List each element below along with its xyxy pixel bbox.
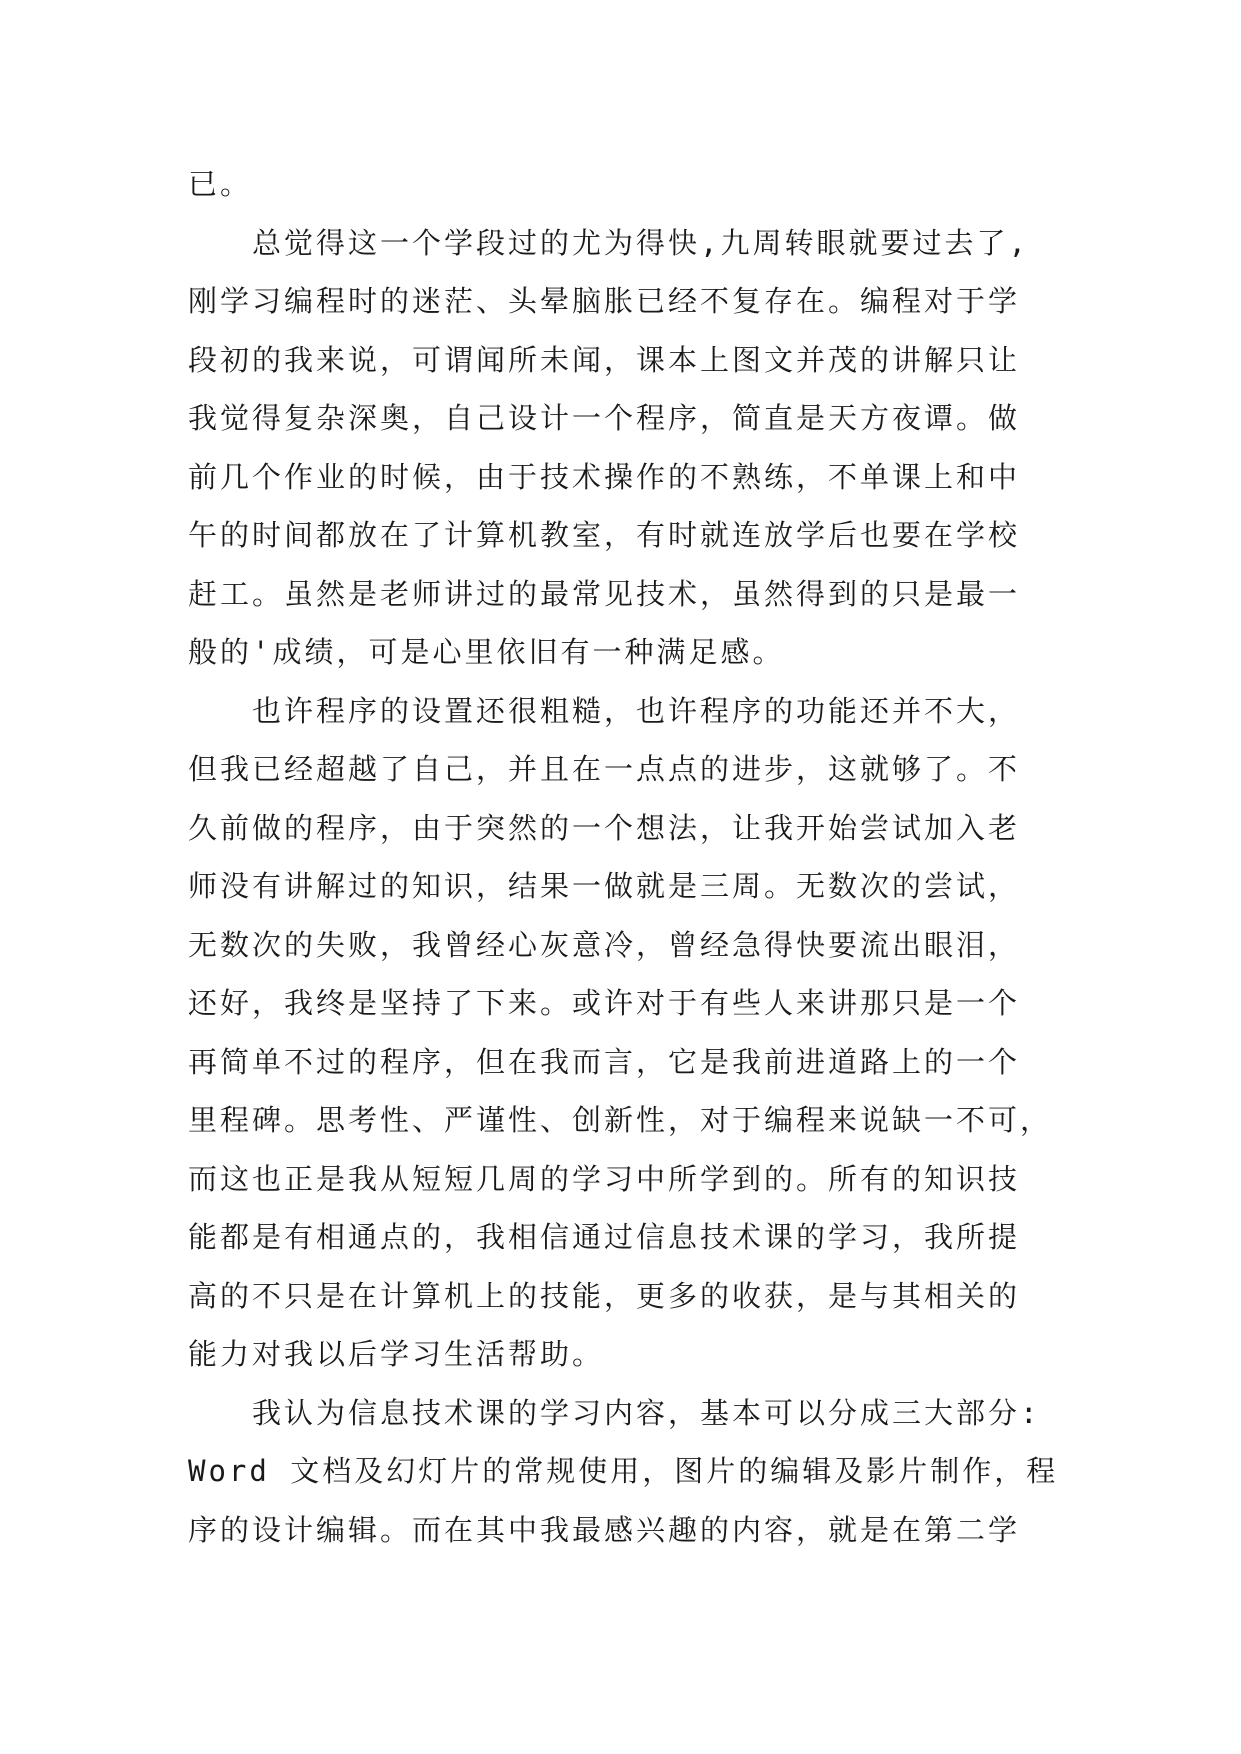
text-line: 我认为信息技术课的学习内容，基本可以分成三大部分:: [252, 1395, 1041, 1430]
text-line: 已。: [188, 167, 253, 201]
text-line: 午的时间都放在了计算机教室，有时就连放学后也要在学校: [188, 518, 1021, 552]
text-line: 师没有讲解过的知识，结果一做就是三周。无数次的尝试，: [188, 869, 1021, 903]
text-line: 能都是有相通点的，我相信通过信息技术课的学习，我所提: [188, 1220, 1021, 1254]
text-line: 段初的我来说，可谓闻所未闻，课本上图文并茂的讲解只让: [188, 342, 1021, 377]
text-line: 里程碑。思考性、严谨性、创新性，对于编程来说缺一不可，: [188, 1103, 1053, 1137]
text-line: 能力对我以后学习生活帮助。: [188, 1337, 605, 1371]
text-line: 久前做的程序，由于突然的一个想法，让我开始尝试加入老: [188, 810, 1021, 845]
text-line: 还好，我终是坚持了下来。或许对于有些人来讲那只是一个: [188, 986, 1021, 1020]
text-line: 我觉得复杂深奥，自己设计一个程序，简直是天方夜谭。做: [188, 401, 1021, 435]
text-line: 刚学习编程时的迷茫、头晕脑胀已经不复存在。编程对于学: [188, 284, 1021, 318]
text-line: 无数次的失败，我曾经心灰意冷，曾经急得快要流出眼泪，: [188, 927, 1021, 962]
document-body: [188, 155, 1088, 1559]
text-line: 再简单不过的程序，但在我而言，它是我前进道路上的一个: [188, 1044, 1021, 1079]
text-line: 序的设计编辑。而在其中我最感兴趣的内容，就是在第二学: [188, 1512, 1021, 1547]
text-line: 而这也正是我从短短几周的学习中所学到的。所有的知识技: [188, 1161, 1021, 1196]
text-line: 高的不只是在计算机上的技能，更多的收获，是与其相关的: [188, 1278, 1021, 1313]
text-line: 般的'成绩，可是心里依旧有一种满足感。: [188, 635, 785, 669]
text-line: 前几个作业的时候，由于技术操作的不熟练，不单课上和中: [188, 459, 1021, 494]
text-line: Word 文档及幻灯片的常规使用，图片的编辑及影片制作，程: [188, 1454, 1059, 1488]
text-line: 总觉得这一个学段过的尤为得快,九周转眼就要过去了,: [252, 225, 1029, 260]
text-line: 但我已经超越了自己，并且在一点点的进步，这就够了。不: [188, 752, 1021, 786]
text-line: 赶工。虽然是老师讲过的最常见技术，虽然得到的只是最一: [188, 576, 1021, 611]
text-line: 也许程序的设置还很粗糙，也许程序的功能还并不大，: [252, 693, 1021, 728]
